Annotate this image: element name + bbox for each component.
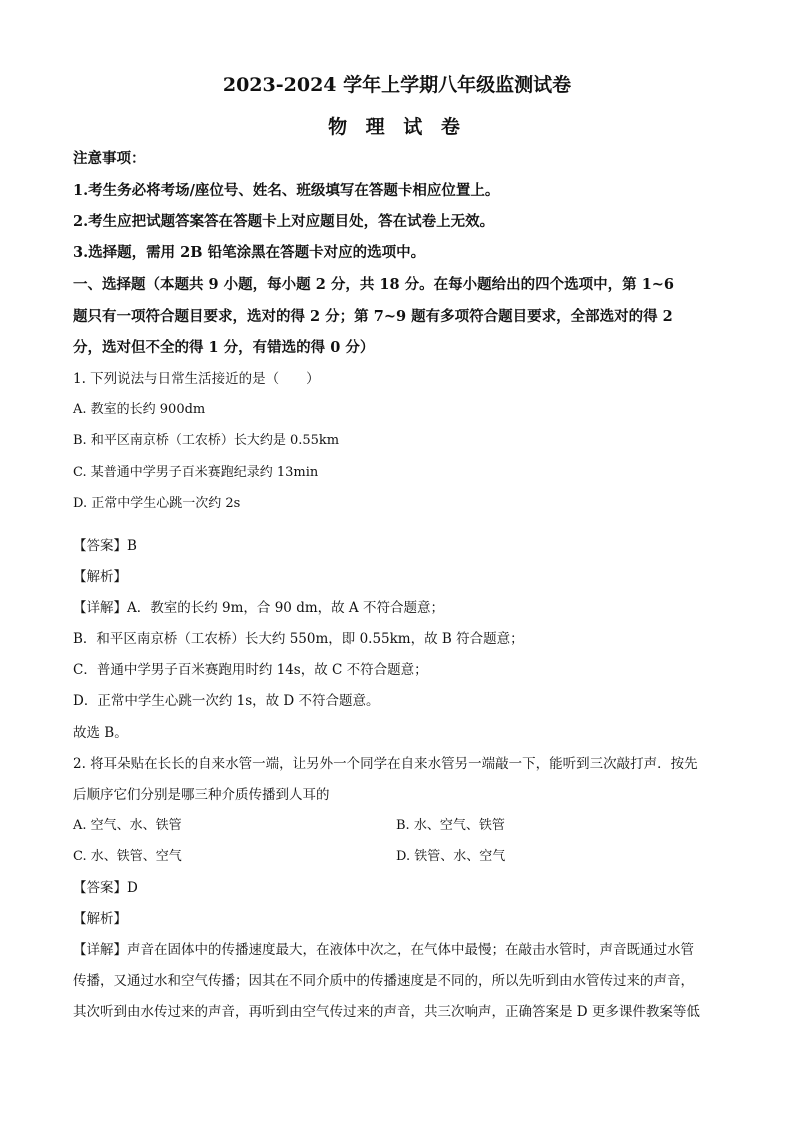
exam-title: 2023-2024 学年上学期八年级监测试卷: [222, 74, 572, 96]
answer-value: D: [127, 880, 138, 896]
answer-tag: 【答案】: [73, 880, 127, 896]
option-d: D. 正常中学生心跳一次约 2s: [73, 496, 241, 511]
detail-tag: 【详解】: [73, 600, 127, 616]
question-stem: 2. 将耳朵贴在长长的自来水管一端，让另外一个同学在自来水管另一端敲一下，能听到三次敲打声．按先: [73, 756, 698, 772]
detail-line: [73, 599, 444, 617]
notice-item: 1.考生务必将考场/座位号、姓名、班级填写在答题卡相应位置上。: [73, 182, 500, 199]
answer-value: B: [127, 538, 137, 554]
detail-line: C．普通中学男子百米赛跑用时约 14s，故 C 不符合题意；: [73, 662, 428, 678]
option-a: A. 空气、水、铁管: [73, 818, 182, 833]
detail-line: 传播，又通过水和空气传播；因其在不同介质中的传播速度是不同的，所以先听到由水管传过来的声音，: [73, 973, 694, 989]
option-b: B. 水、空气、铁管: [396, 818, 505, 833]
question-stem: 1. 下列说法与日常生活接近的是（ ）: [73, 371, 320, 387]
detail-text: A．教室的长约 9m，合 90 dm，故 A 不符合题意；: [127, 600, 444, 616]
option-c: C. 水、铁管、空气: [73, 849, 182, 864]
section-heading: 题只有一项符合题目要求，选对的得 2 分；第 7~9 题有多项符合题目要求，全部选对的得 2: [73, 308, 673, 325]
question-stem: 后顺序它们分别是哪三种介质传播到人耳的: [73, 787, 330, 803]
detail-line: B．和平区南京桥（工农桥）长大约 550m，即 0.55km，故 B 符合题意；: [73, 631, 524, 647]
option-a: A. 教室的长约 900dm: [73, 402, 206, 417]
answer-line: [73, 537, 137, 555]
option-d: D. 铁管、水、空气: [396, 849, 506, 864]
subject-title: 物 理 试 卷: [328, 116, 466, 138]
detail-line: 故选 B。: [73, 725, 128, 741]
section-heading: 分，选对但不全的得 1 分，有错选的得 0 分）: [73, 339, 375, 356]
detail-line: 其次听到由水传过来的声音，再听到由空气传过来的声音，共三次响声，正确答案是 D 更多课件教案等低: [73, 1004, 700, 1020]
notice-heading: 注意事项：: [73, 150, 146, 167]
detail-tag: 【详解】: [73, 942, 127, 958]
detail-line: D．正常中学生心跳一次约 1s，故 D 不符合题意。: [73, 693, 380, 709]
notice-item: 2.考生应把试题答案答在答题卡上对应题目处，答在试卷上无效。: [73, 213, 495, 230]
notice-item: 3.选择题，需用 2B 铅笔涂黑在答题卡对应的选项中。: [73, 244, 426, 261]
analysis-tag: 【解析】: [73, 911, 127, 927]
analysis-tag: 【解析】: [73, 569, 127, 585]
detail-text: 声音在固体中的传播速度最大，在液体中次之，在气体中最慢；在敲击水管时，声音既通过水管: [127, 942, 694, 958]
option-c: C. 某普通中学男子百米赛跑纪录约 13min: [73, 465, 319, 480]
option-b: B. 和平区南京桥（工农桥）长大约是 0.55km: [73, 433, 340, 448]
section-heading: 一、选择题（本题共 9 小题，每小题 2 分，共 18 分。在每小题给出的四个选项中，第 1~6: [73, 276, 675, 293]
detail-line: [73, 941, 694, 959]
answer-tag: 【答案】: [73, 538, 127, 554]
answer-line: [73, 879, 138, 897]
